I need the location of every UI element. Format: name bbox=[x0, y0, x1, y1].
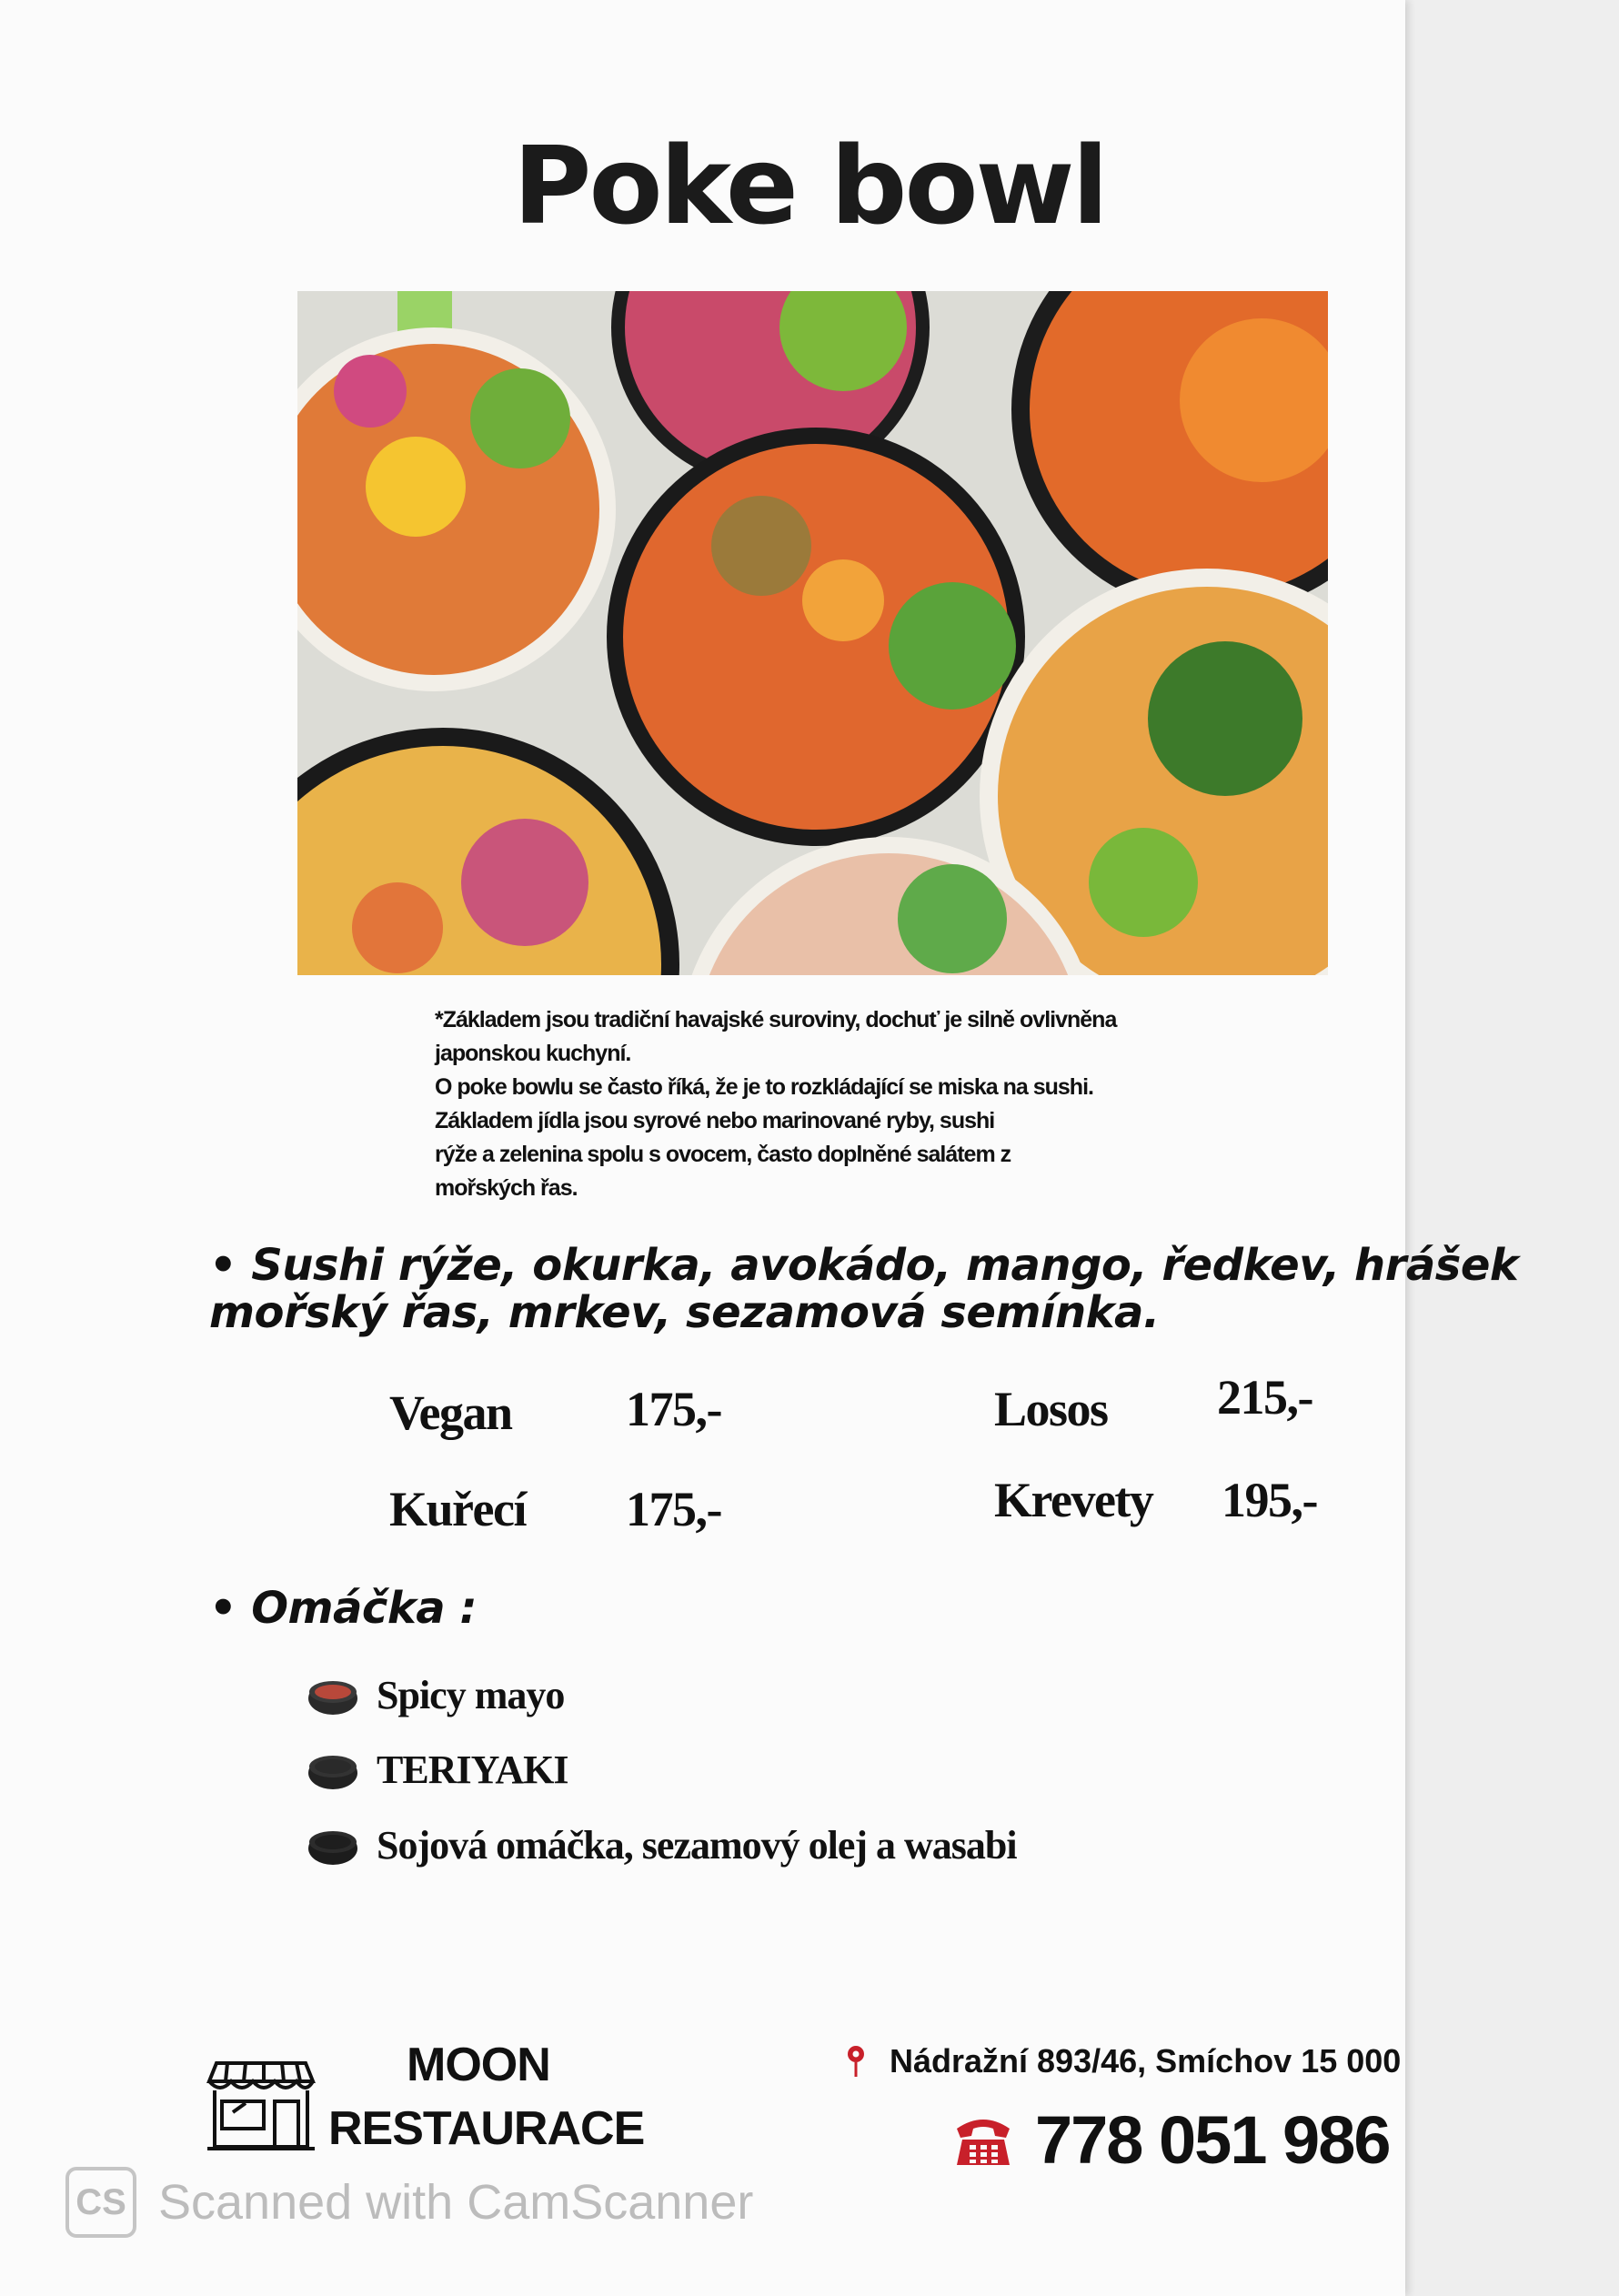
bullet-icon: • bbox=[209, 1583, 237, 1634]
telephone-icon bbox=[951, 2112, 1015, 2169]
restaurant-name-line2: RESTAURACE bbox=[328, 2102, 645, 2155]
price-item-value: 175,- bbox=[626, 1382, 721, 1436]
phone bbox=[951, 2101, 1390, 2179]
sauce-option bbox=[306, 1742, 568, 1797]
bullet-icon: • bbox=[209, 1240, 237, 1291]
price-item-value: 175,- bbox=[626, 1482, 721, 1536]
sauce-label: TERIYAKI bbox=[377, 1747, 568, 1792]
poke-bowls-photo bbox=[297, 291, 1328, 975]
phone-number: 778 051 986 bbox=[1035, 2102, 1390, 2178]
sauce-bowl-spicy-icon bbox=[306, 1667, 360, 1722]
sauce-heading-text: Omáčka : bbox=[251, 1583, 478, 1634]
ingredients-list bbox=[209, 1242, 1518, 1336]
sauce-heading bbox=[209, 1583, 477, 1634]
description-line: japonskou kuchyní. bbox=[435, 1041, 631, 1066]
sauce-option bbox=[306, 1667, 564, 1722]
location-pin-icon bbox=[844, 2044, 868, 2079]
restaurant-name-line1: MOON bbox=[407, 2039, 550, 2091]
price-item-name: Vegan bbox=[389, 1385, 512, 1440]
sauce-bowl-soy-icon bbox=[306, 1818, 360, 1872]
description-line: Základem jídla jsou syrové nebo marinované ryby, sushi bbox=[435, 1108, 995, 1133]
price-item-name: Kuřecí bbox=[389, 1482, 526, 1536]
camscanner-logo-icon: CS bbox=[65, 2167, 136, 2238]
address-text: Nádražní 893/46, Smíchov 15 000 bbox=[890, 2042, 1402, 2079]
price-item-name: Krevety bbox=[994, 1473, 1153, 1527]
description-line: mořských řas. bbox=[435, 1175, 578, 1201]
description-line: rýže a zelenina spolu s ovocem, často doplněné salátem z bbox=[435, 1142, 1011, 1167]
address bbox=[844, 2042, 1401, 2080]
sauce-label: Spicy mayo bbox=[377, 1672, 565, 1717]
price-item-value: 195,- bbox=[1222, 1473, 1317, 1527]
page-title: Poke bowl bbox=[513, 123, 1106, 248]
watermark-text: Scanned with CamScanner bbox=[158, 2175, 754, 2230]
description-line: *Základem jsou tradiční havajské suroviny, dochuť je silně ovlivněna bbox=[435, 1007, 1117, 1032]
description-line: O poke bowlu se často říká, že je to rozkládající se miska na sushi. bbox=[435, 1074, 1093, 1100]
camscanner-watermark bbox=[65, 2167, 753, 2238]
price-item-value: 215,- bbox=[1217, 1370, 1312, 1425]
price-item-name: Losos bbox=[994, 1382, 1108, 1436]
sauce-bowl-teriyaki-icon bbox=[306, 1742, 360, 1797]
ingredients-line: mořský řas, mrkev, sezamová semínka. bbox=[209, 1287, 1160, 1338]
ingredients-line: Sushi rýže, okurka, avokádo, mango, ředkev, hrášek bbox=[251, 1240, 1519, 1291]
dish-description bbox=[435, 1003, 1217, 1205]
storefront-icon bbox=[206, 2054, 317, 2152]
sauce-label: Sojová omáčka, sezamový olej a wasabi bbox=[377, 1822, 1017, 1868]
sauce-option bbox=[306, 1818, 1017, 1872]
